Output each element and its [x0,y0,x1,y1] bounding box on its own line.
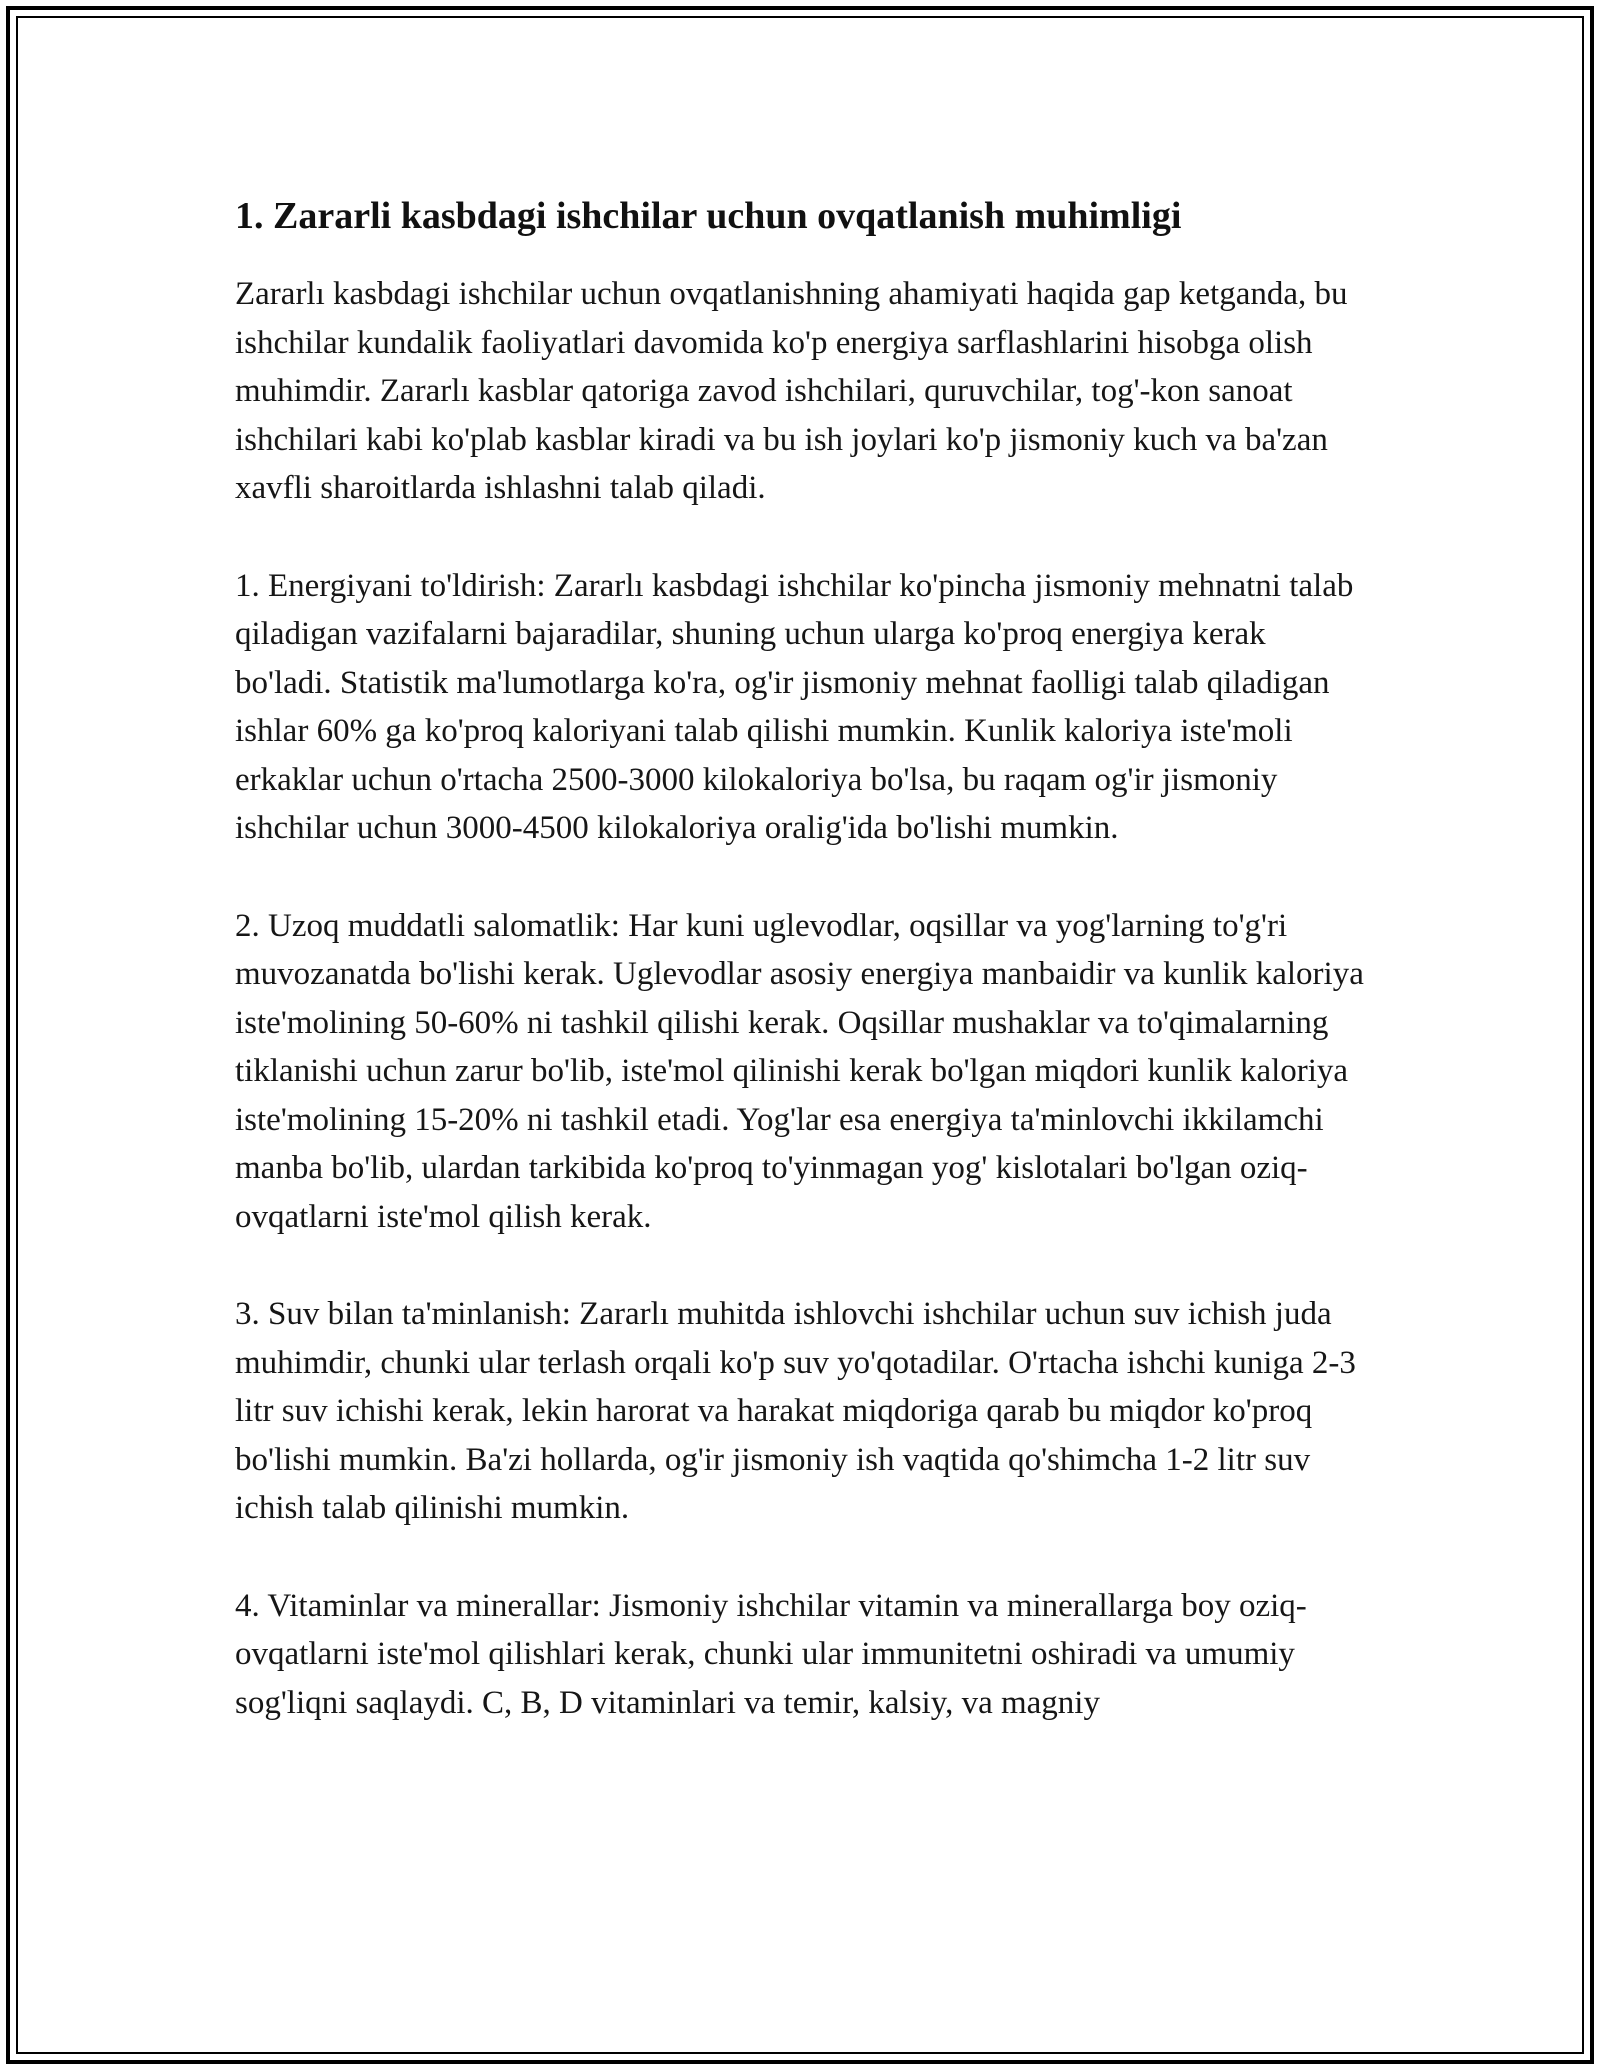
document-body [235,190,1365,1776]
water-paragraph: 3. Suv bilan ta'minlanish: Zararlı muhitda ishlovchi ishchilar uchun suv ichish juda muhimdir, chunki ular terlash orqali ko'p suv yo'qotadilar. O'rtacha ishchi kuniga 2-3 litr suv ichishi kerak, lekin harorat va harakat miqdoriga qarab bu miqdor ko'proq bo'lishi mumkin. Ba'zi hollarda, og'ir jismoniy ish vaqtida qo'shimcha 1-2 litr suv ichish talab qilinishi mumkin. [235,1296,1356,1526]
intro-paragraph: Zararlı kasbdagi ishchilar uchun ovqatlanishning ahamiyati haqida gap ketganda, bu ishchilar kundalik faoliyatlari davomida ko'p energiya sarflashlarini hisobga olish muhimdir. Zararlı kasblar qatoriga zavod ishchilari, quruvchilar, tog'-kon sanoat ishchilari kabi ko'plab kasblar kiradi va bu ish joylari ko'p jismoniy kuch va ba'zan xavfli sharoitlarda ishlashni talab qiladi. [235,276,1348,506]
vitamins-paragraph: 4. Vitaminlar va minerallar: Jismoniy ishchilar vitamin va minerallarga boy oziq-ovqatlarni iste'mol qilishlari kerak, chunki ular immunitetni oshiradi va umumiy sog'liqni saqlaydi. C, B, D vitaminlari va temir, kalsiy, va magniy [235,1587,1307,1721]
document-title: 1. Zararli kasbdagi ishchilar uchun ovqatlanish muhimligi [235,195,1182,237]
health-paragraph: 2. Uzoq muddatli salomatlik: Har kuni uglevodlar, oqsillar va yog'larning to'g'ri muvozanatda bo'lishi kerak. Uglevodlar asosiy energiya manbaidir va kunlik kaloriya iste'molining 50-60% ni tashkil qilishi kerak. Oqsillar mushaklar va to'qimalarning tiklanishi uchun zarur bo'lib, iste'mol qilinishi kerak bo'lgan miqdori kunlik kaloriya iste'molining 15-20% ni tashkil etadi. Yog'lar esa energiya ta'minlovchi ikkilamchi manba bo'lib, ulardan tarkibida ko'proq to'yinmagan yog' kislotalari bo'lgan oziq-ovqatlarni iste'mol qilish kerak. [235,907,1364,1235]
energy-paragraph: 1. Energiyani to'ldirish: Zararlı kasbdagi ishchilar ko'pincha jismoniy mehnatni talab qiladigan vazifalarni bajaradilar, shuning uchun ularga ko'proq energiya kerak bo'ladi. Statistik ma'lumotlarga ko'ra, og'ir jismoniy mehnat faolligi talab qiladigan ishlar 60% ga ko'proq kaloriyani talab qilishi mumkin. Kunlik kaloriya iste'moli erkaklar uchun o'rtacha 2500-3000 kilokaloriya bo'lsa, bu raqam og'ir jismoniy ishchilar uchun 3000-4500 kilokaloriya oralig'ida bo'lishi mumkin. [235,567,1354,846]
